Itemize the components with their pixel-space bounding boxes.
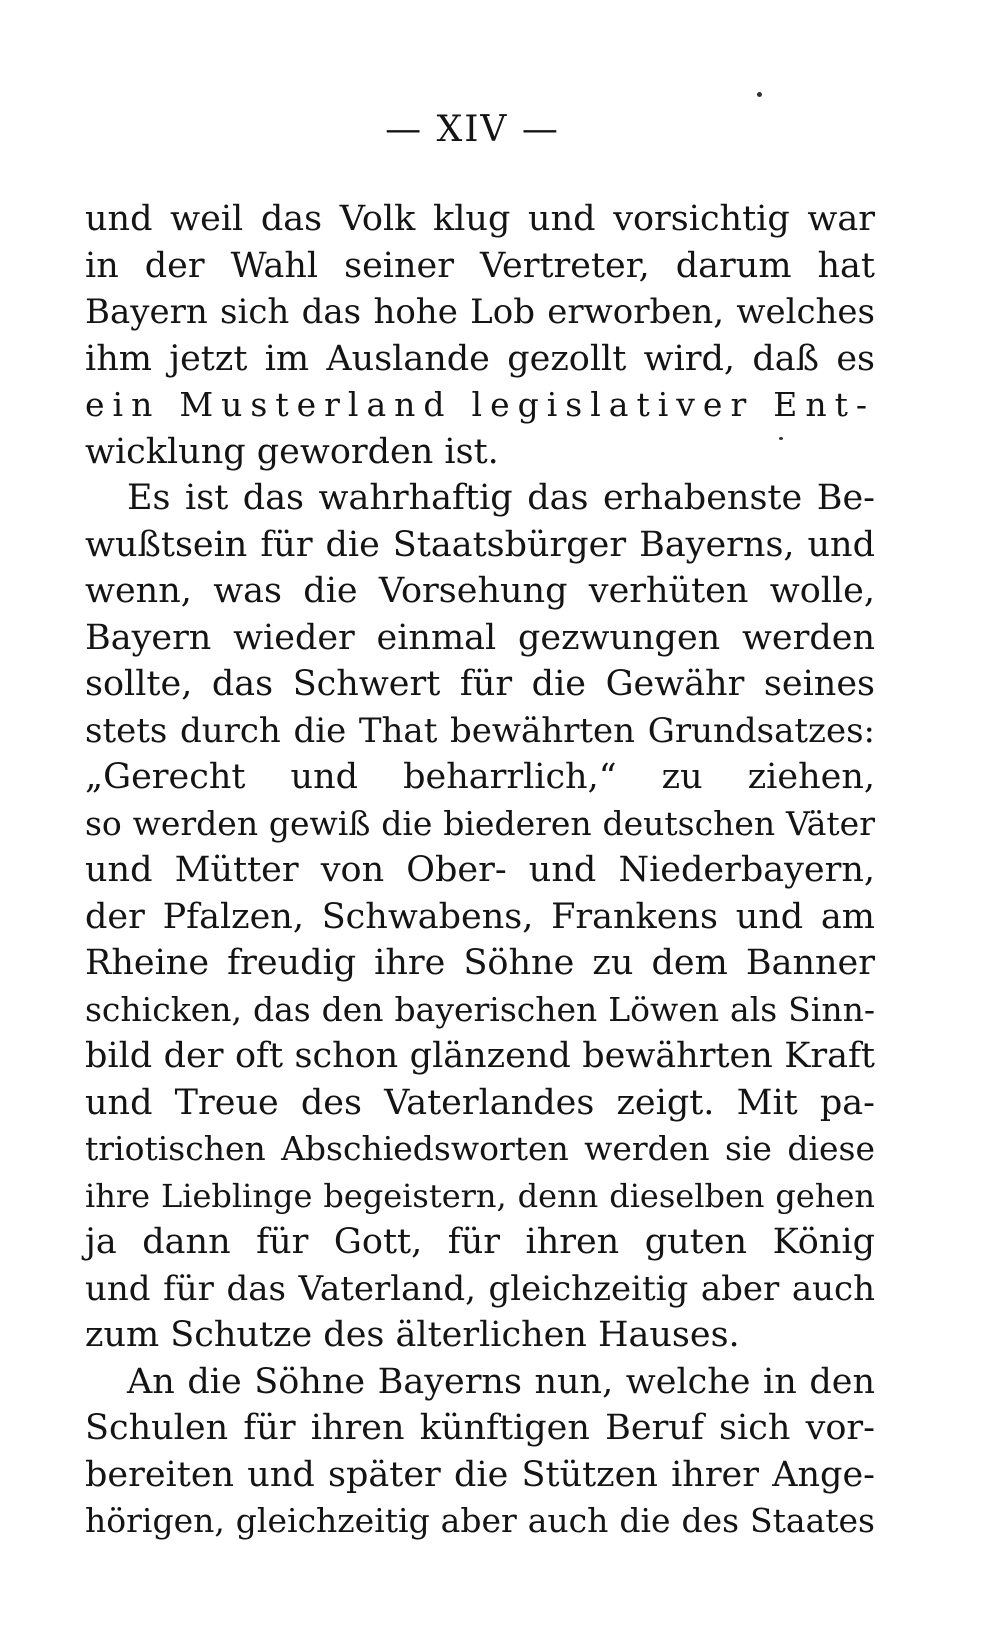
text-line: ihre Lieblinge begeistern, denn dieselben gehen [85,1176,875,1215]
ink-speck [779,437,783,440]
text-line: sollte, das Schwert für die Gewähr seines [85,664,875,704]
text-line: ein Musterland legislativer Ent- [85,385,875,424]
text-line: wenn, was die Vorsehung verhüten wolle, [85,571,875,611]
text-line: der Pfalzen, Schwabens, Frankens und am [85,896,875,937]
text-line: wußtsein für die Staatsbürger Bayerns, und [85,524,875,565]
text-line: bereiten und später die Stützen ihrer Ange- [85,1454,875,1495]
text-line: An die Söhne Bayerns nun, welche in den [127,1361,875,1402]
text-line: Rheine freudig ihre Söhne zu dem Banner [85,943,875,983]
text-line: hörigen, gleichzeitig aber auch die des Staates [85,1501,875,1540]
text-line: Bayern wieder einmal gezwungen werden [85,617,875,658]
paragraph-2 [85,475,875,1359]
text-line: ihm jetzt im Auslande gezollt wird, daß es [85,338,875,379]
text-line: und Mütter von Ober- und Niederbayern, [85,850,875,890]
text-line: „Gerecht und beharrlich,“ zu ziehen, [85,757,875,797]
text-line: und für das Vaterland, gleichzeitig aber auch [85,1268,875,1309]
paragraph-1 [85,196,875,475]
paragraph-3 [85,1359,875,1545]
text-line: triotischen Abschiedsworten werden sie diese [85,1129,875,1168]
text-line: wicklung geworden ist. [85,431,499,472]
text-line: Bayern sich das hohe Lob erworben, welches [85,292,875,332]
text-line: zum Schutze des älterlichen Hauses. [85,1315,740,1355]
text-line: so werden gewiß die biederen deutschen Väter [85,803,875,843]
ink-speck [757,92,762,97]
text-line: bild der oft schon glänzend bewährten Kraft [85,1036,875,1076]
text-line: und Treue des Vaterlandes zeigt. Mit pa- [85,1082,875,1123]
text-line: und weil das Volk klug und vorsichtig war [85,199,875,239]
text-line: Schulen für ihren künftigen Beruf sich vor- [85,1408,875,1448]
text-line: in der Wahl seiner Vertreter, darum hat [85,245,875,286]
text-line: stets durch die That bewährten Grundsatzes: [85,710,875,751]
text-line: schicken, das den bayerischen Löwen als Sinn- [85,989,875,1029]
body-text [85,196,875,1545]
page-number: — XIV — [385,109,560,150]
text-line: Es ist das wahrhaftig das erhabenste Be- [127,478,875,518]
text-line: ja dann für Gott, für ihren guten König [85,1222,875,1262]
